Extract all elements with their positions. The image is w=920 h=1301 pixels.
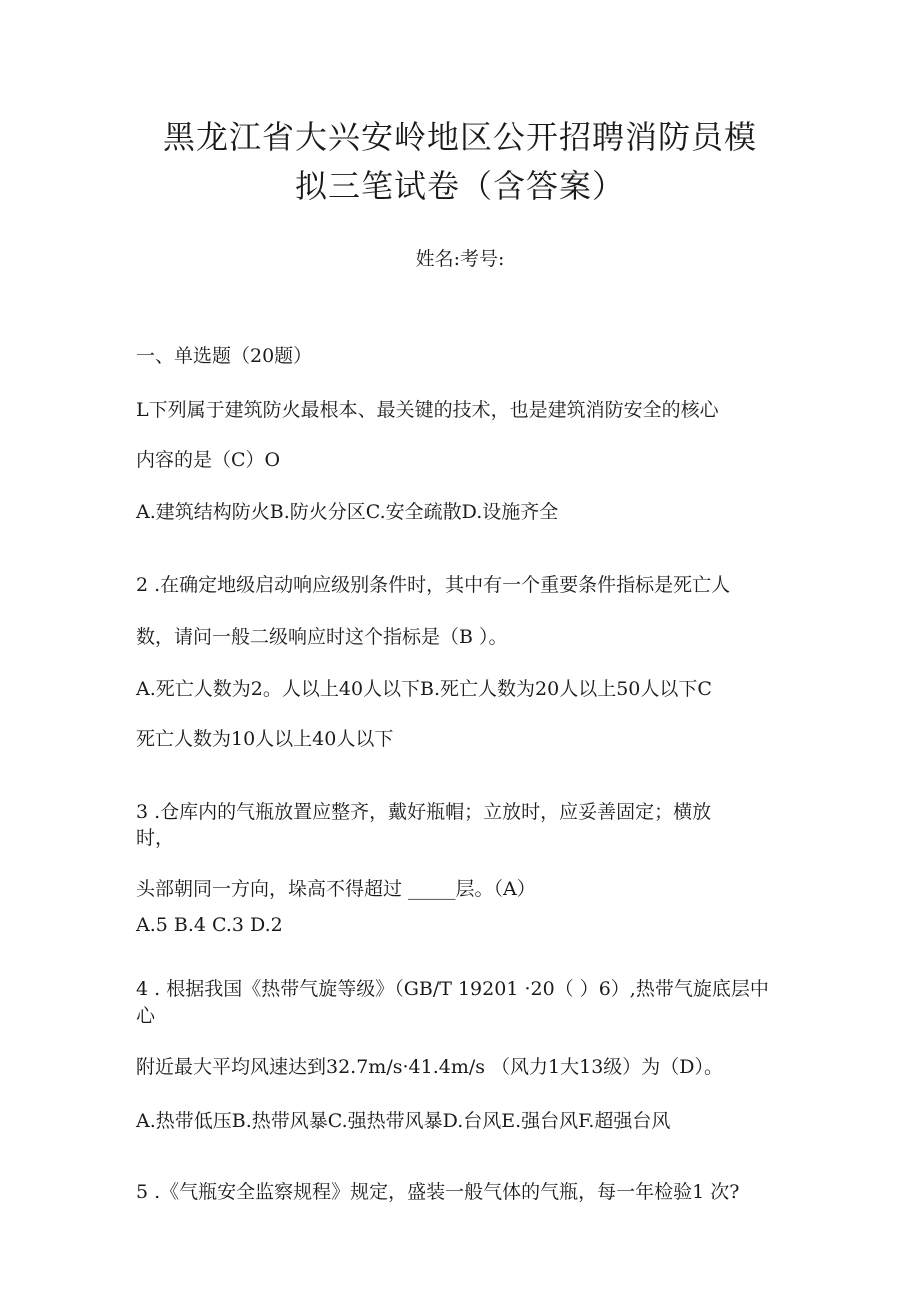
question-4-line-2: 心	[136, 1005, 156, 1027]
name-and-exam-number-label: 姓名:考号:	[415, 248, 505, 270]
question-4-line-1: 4 . 根据我国《热带气旋等级》（GB/T 19201 ·20（ ）6）,热带气旋底层中	[136, 978, 769, 1000]
question-3-options: A.5 B.4 C.3 D.2	[136, 914, 283, 936]
question-2-options-line-1: A.死亡人数为2。人以上40人以下B.死亡人数为20人以上50人以下C	[136, 678, 712, 700]
question-2-line-1: 2 .在确定地级启动响应级别条件时，其中有一个重要条件指标是死亡人	[136, 574, 731, 596]
question-4-options: A.热带低压B.热带风暴C.强热带风暴D.台风E.强台风F.超强台风	[136, 1110, 671, 1132]
question-1-line-2: 内容的是（C）O	[136, 449, 281, 471]
question-1-line-1: L下列属于建筑防火最根本、最关键的技术，也是建筑消防安全的核心	[136, 399, 719, 421]
question-1-options: A.建筑结构防火B.防火分区C.安全疏散D.设施齐全	[136, 501, 559, 523]
question-3-line-2: 时，	[136, 827, 175, 849]
question-4-line-3: 附近最大平均风速达到32.7m/s·41.4m/s （风力1大13级）为（D）。	[136, 1056, 724, 1078]
question-3-line-3: 头部朝同一方向，垛高不得超过 _____层。（A）	[136, 878, 536, 900]
question-3-line-1: 3 .仓库内的气瓶放置应整齐，戴好瓶帽；立放时，应妥善固定；横放	[136, 801, 712, 823]
question-2-line-2: 数，请问一般二级响应时这个指标是（B ）。	[136, 626, 508, 648]
section-heading: 一、单选题（20题）	[136, 345, 313, 367]
question-2-options-line-2: 死亡人数为10人以上40人以下	[136, 728, 394, 750]
document-title-line-1: 黑龙江省大兴安岭地区公开招聘消防员模	[162, 118, 757, 156]
document-title-line-2: 拟三笔试卷（含答案）	[294, 167, 625, 205]
question-5-line-1: 5 .《气瓶安全监察规程》规定，盛装一般气体的气瓶，每一年检验1 次?	[136, 1181, 740, 1203]
